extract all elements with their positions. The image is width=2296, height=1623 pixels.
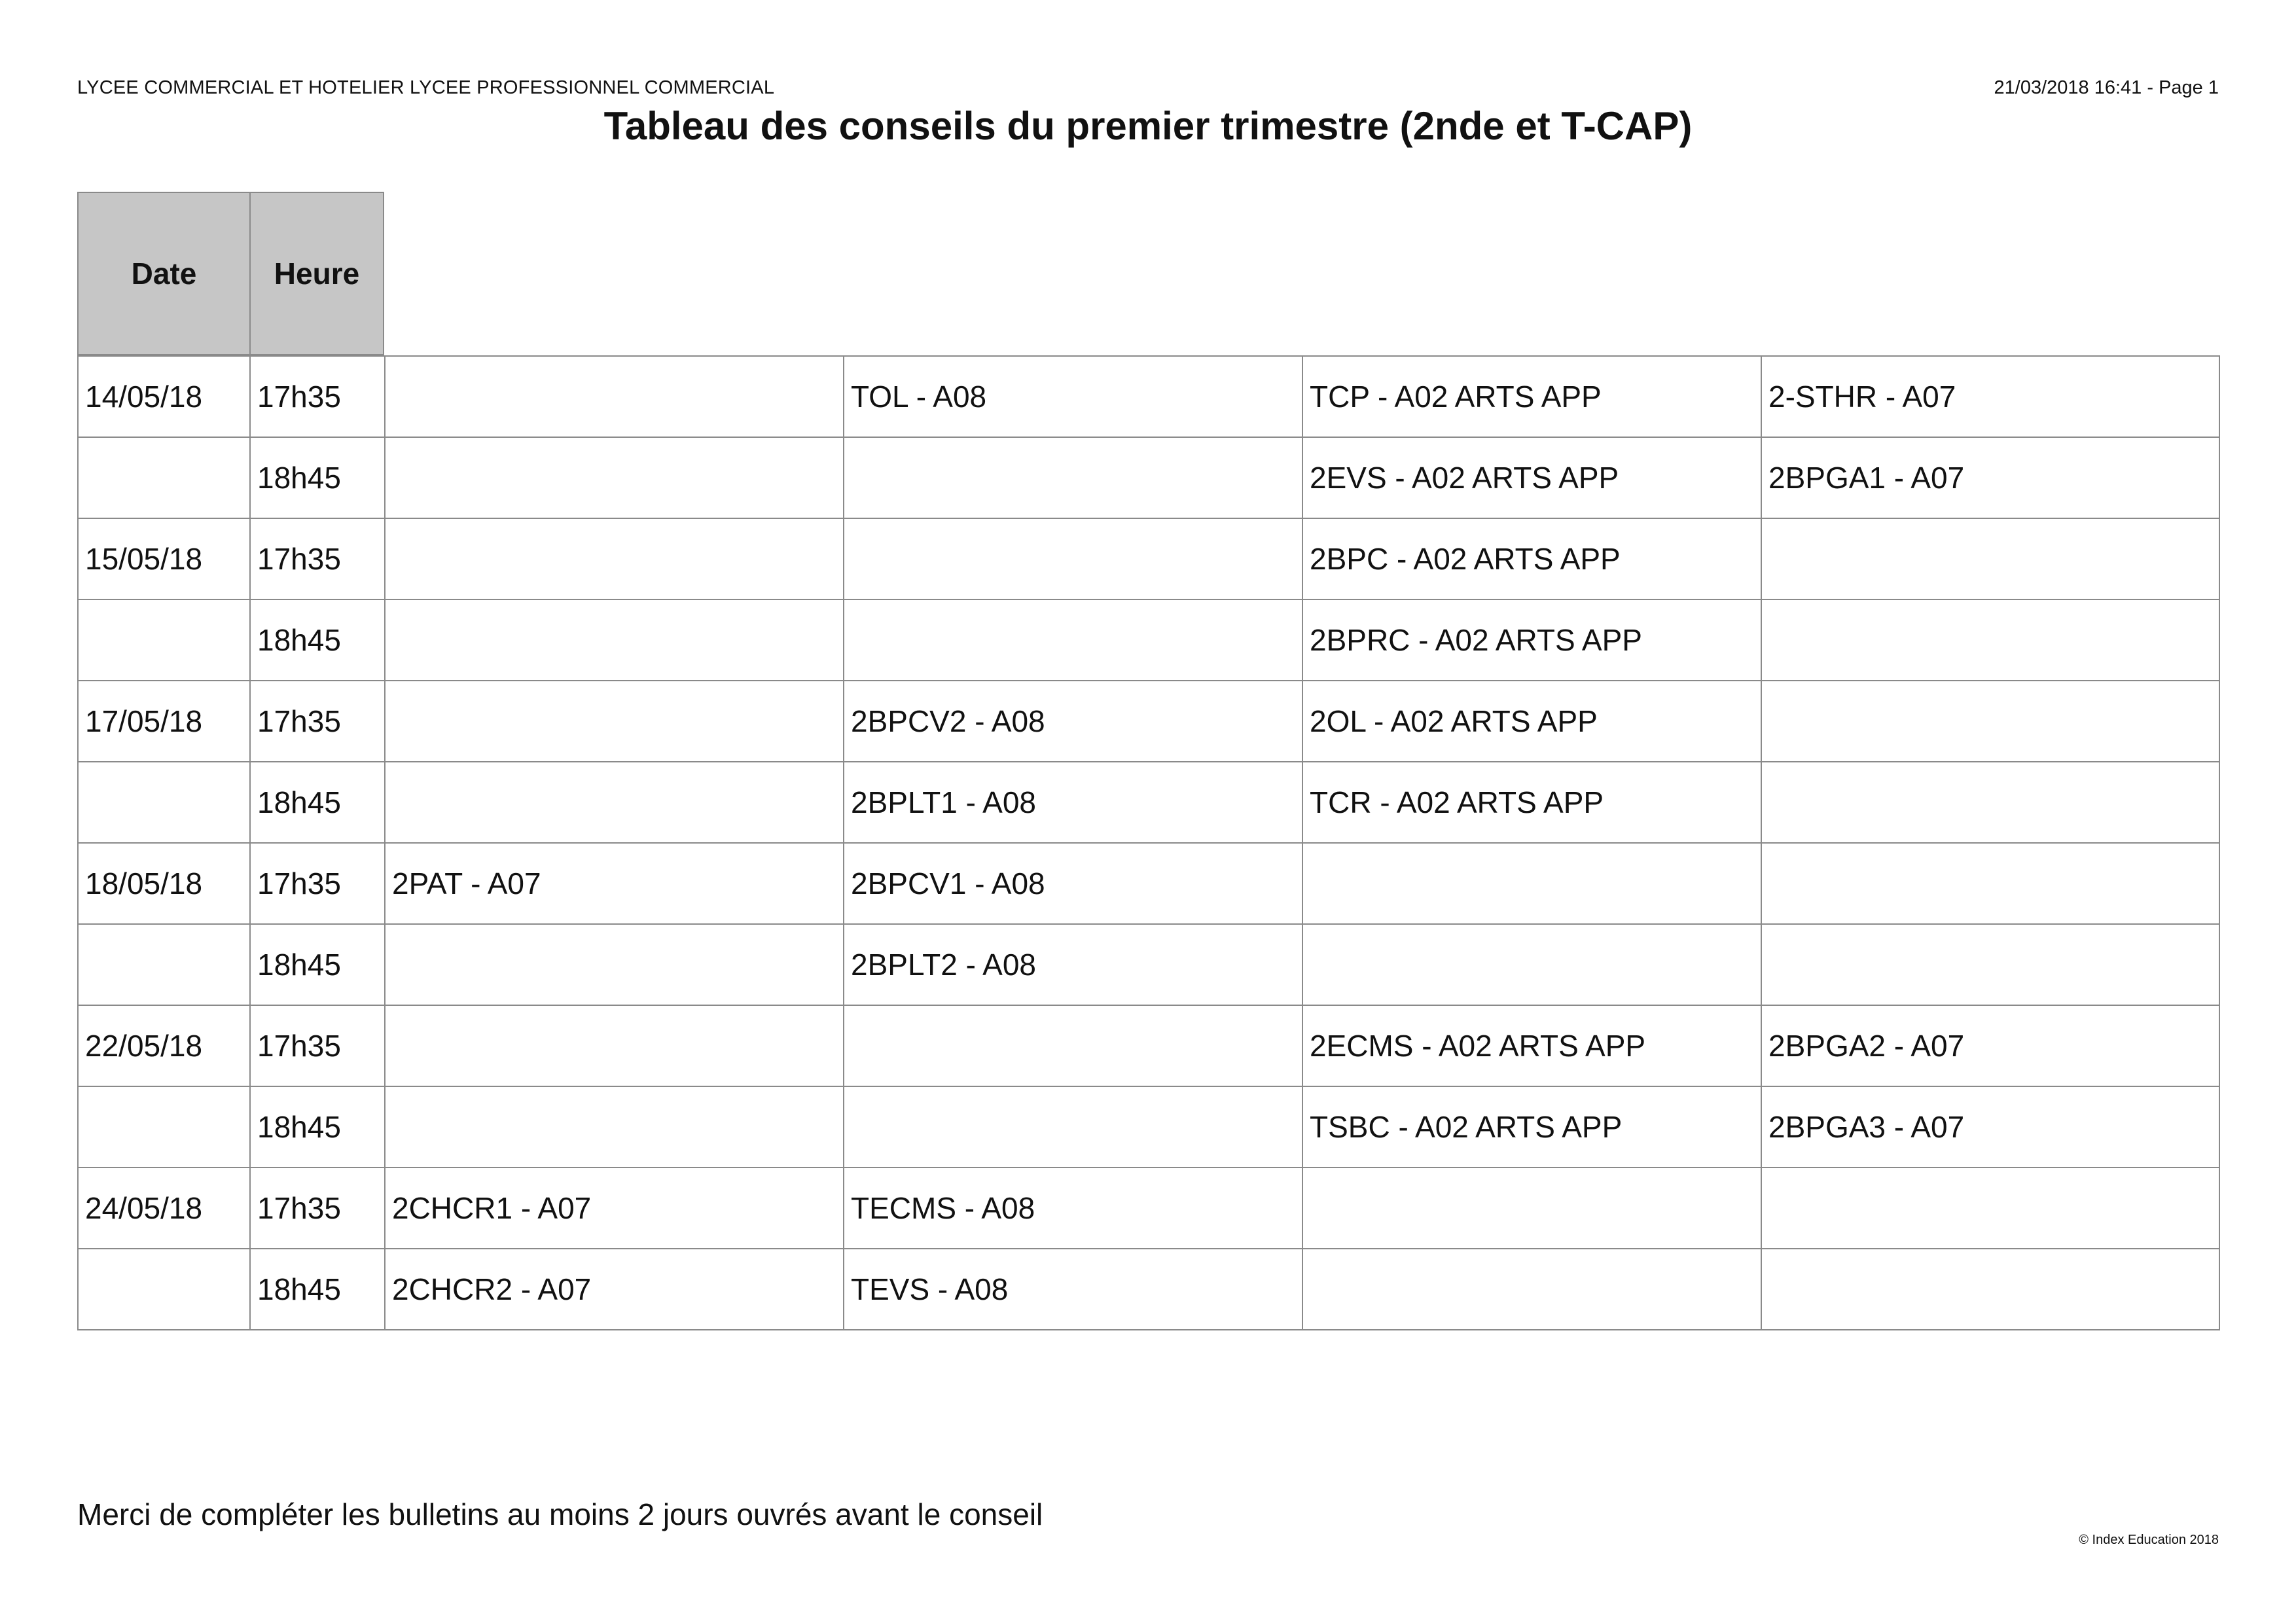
- room-cell-2: [844, 437, 1302, 518]
- room-cell-1: 2PAT - A07: [385, 843, 844, 924]
- table-row: [78, 924, 2219, 1005]
- room-cell-2: [844, 1086, 1302, 1168]
- room-cell-4: [1761, 599, 2219, 681]
- time-cell: 17h35: [250, 518, 385, 599]
- room-cell-1: [385, 518, 844, 599]
- print-date-page: 21/03/2018 16:41 - Page 1: [1994, 77, 2219, 98]
- table-row: [78, 1249, 2219, 1330]
- time-cell: 18h45: [250, 924, 385, 1005]
- date-cell: [78, 437, 250, 518]
- room-cell-4: [1761, 762, 2219, 843]
- room-cell-1: 2CHCR1 - A07: [385, 1168, 844, 1249]
- table-row: [78, 681, 2219, 762]
- room-cell-1: [385, 924, 844, 1005]
- room-cell-4: [1761, 1168, 2219, 1249]
- room-cell-2: [844, 518, 1302, 599]
- school-name: LYCEE COMMERCIAL ET HOTELIER LYCEE PROFESSIONNEL COMMERCIAL: [77, 77, 775, 98]
- date-cell: [78, 599, 250, 681]
- room-cell-1: [385, 356, 844, 437]
- table-row: [78, 356, 2219, 437]
- council-schedule-table: [77, 355, 2220, 1330]
- table-row: [78, 518, 2219, 599]
- footer-note: Merci de compléter les bulletins au moins 2 jours ouvrés avant le conseil: [77, 1497, 1043, 1531]
- room-cell-2: [844, 599, 1302, 681]
- time-cell: 17h35: [250, 356, 385, 437]
- date-cell: 14/05/18: [78, 356, 250, 437]
- time-cell: 18h45: [250, 762, 385, 843]
- time-cell: 17h35: [250, 1005, 385, 1086]
- room-cell-2: 2BPCV2 - A08: [844, 681, 1302, 762]
- time-cell: 18h45: [250, 1086, 385, 1168]
- table-row: [78, 437, 2219, 518]
- page-title: Tableau des conseils du premier trimestre (2nde et T-CAP): [603, 104, 1693, 148]
- table-row: [78, 1168, 2219, 1249]
- room-cell-2: [844, 1005, 1302, 1086]
- date-cell: [78, 1086, 250, 1168]
- room-cell-1: 2CHCR2 - A07: [385, 1249, 844, 1330]
- room-cell-3: TCP - A02 ARTS APP: [1302, 356, 1761, 437]
- room-cell-2: TECMS - A08: [844, 1168, 1302, 1249]
- date-cell: [78, 1249, 250, 1330]
- room-cell-1: [385, 762, 844, 843]
- time-cell: 17h35: [250, 843, 385, 924]
- room-cell-2: 2BPCV1 - A08: [844, 843, 1302, 924]
- room-cell-3: TCR - A02 ARTS APP: [1302, 762, 1761, 843]
- table-row: [78, 762, 2219, 843]
- date-cell: 22/05/18: [78, 1005, 250, 1086]
- room-cell-4: [1761, 681, 2219, 762]
- room-cell-1: [385, 599, 844, 681]
- date-cell: 15/05/18: [78, 518, 250, 599]
- room-cell-3: [1302, 1249, 1761, 1330]
- room-cell-3: [1302, 843, 1761, 924]
- room-cell-3: 2ECMS - A02 ARTS APP: [1302, 1005, 1761, 1086]
- room-cell-4: [1761, 1249, 2219, 1330]
- room-cell-3: [1302, 1168, 1761, 1249]
- table-row: [78, 1086, 2219, 1168]
- date-cell: [78, 762, 250, 843]
- room-cell-3: [1302, 924, 1761, 1005]
- time-cell: 17h35: [250, 1168, 385, 1249]
- date-cell: 17/05/18: [78, 681, 250, 762]
- room-cell-3: 2BPRC - A02 ARTS APP: [1302, 599, 1761, 681]
- time-cell: 18h45: [250, 599, 385, 681]
- room-cell-1: [385, 1005, 844, 1086]
- time-cell: 18h45: [250, 1249, 385, 1330]
- room-cell-3: TSBC - A02 ARTS APP: [1302, 1086, 1761, 1168]
- room-cell-1: [385, 437, 844, 518]
- room-cell-4: [1761, 843, 2219, 924]
- room-cell-2: TOL - A08: [844, 356, 1302, 437]
- column-header-date: Date: [77, 192, 249, 355]
- date-cell: [78, 924, 250, 1005]
- room-cell-2: 2BPLT1 - A08: [844, 762, 1302, 843]
- date-cell: 18/05/18: [78, 843, 250, 924]
- room-cell-3: 2EVS - A02 ARTS APP: [1302, 437, 1761, 518]
- date-cell: 24/05/18: [78, 1168, 250, 1249]
- table-row: [78, 843, 2219, 924]
- room-cell-1: [385, 1086, 844, 1168]
- room-cell-3: 2OL - A02 ARTS APP: [1302, 681, 1761, 762]
- room-cell-4: [1761, 924, 2219, 1005]
- room-cell-4: [1761, 518, 2219, 599]
- table-header: [77, 192, 384, 355]
- column-header-heure: Heure: [249, 192, 384, 355]
- time-cell: 18h45: [250, 437, 385, 518]
- room-cell-4: 2BPGA1 - A07: [1761, 437, 2219, 518]
- room-cell-4: 2BPGA3 - A07: [1761, 1086, 2219, 1168]
- room-cell-4: 2BPGA2 - A07: [1761, 1005, 2219, 1086]
- time-cell: 17h35: [250, 681, 385, 762]
- copyright: © Index Education 2018: [2079, 1533, 2219, 1547]
- table-row: [78, 599, 2219, 681]
- room-cell-4: 2-STHR - A07: [1761, 356, 2219, 437]
- room-cell-2: 2BPLT2 - A08: [844, 924, 1302, 1005]
- room-cell-2: TEVS - A08: [844, 1249, 1302, 1330]
- room-cell-1: [385, 681, 844, 762]
- table-row: [78, 1005, 2219, 1086]
- room-cell-3: 2BPC - A02 ARTS APP: [1302, 518, 1761, 599]
